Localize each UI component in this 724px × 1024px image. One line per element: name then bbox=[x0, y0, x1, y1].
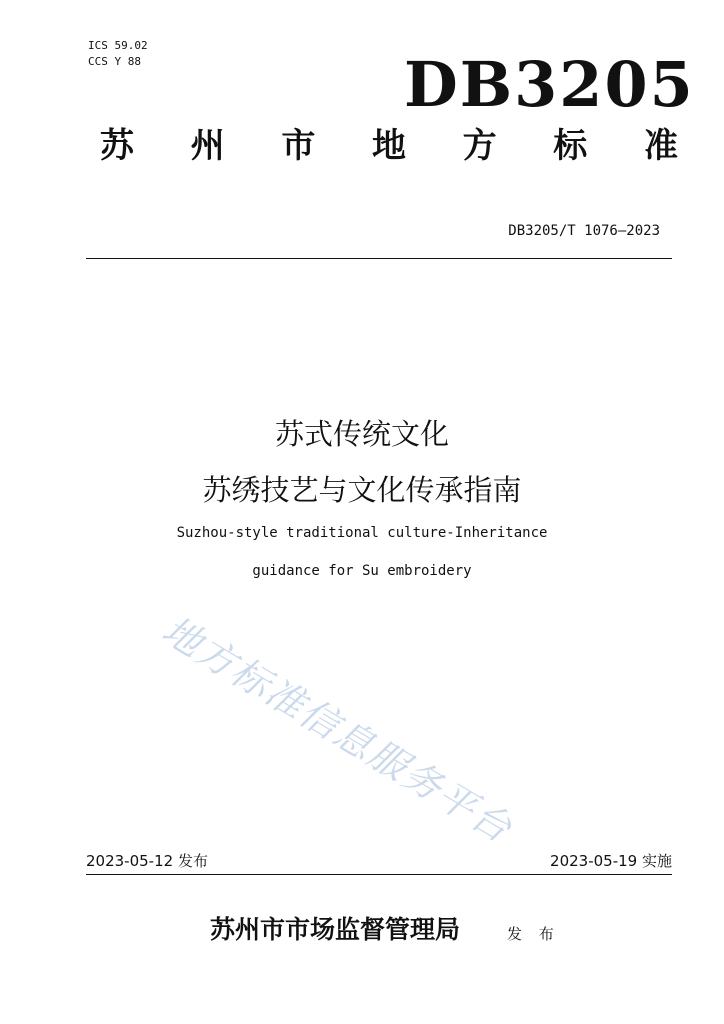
ics-code: ICS 59.02 bbox=[88, 39, 148, 52]
watermark: 地方标准信息服务平台 bbox=[154, 607, 521, 852]
standard-type-heading bbox=[100, 124, 678, 168]
standard-type-char: 地 bbox=[371, 126, 406, 166]
document-number: DB3205/T 1076—2023 bbox=[508, 223, 660, 239]
ccs-code: CCS Y 88 bbox=[88, 55, 141, 68]
english-title-line-1: Suzhou-style traditional culture-Inheritance bbox=[176, 525, 548, 541]
bottom-divider bbox=[86, 874, 672, 875]
issue-label: 发 布 bbox=[507, 925, 560, 943]
publish-date: 2023-05-12 发布 bbox=[86, 852, 208, 870]
title-line-2: 苏绣技艺与文化传承指南 bbox=[202, 473, 522, 507]
standard-type-char: 准 bbox=[643, 126, 678, 166]
standard-type-char: 苏 bbox=[100, 126, 134, 166]
effective-date: 2023-05-19 实施 bbox=[550, 852, 672, 870]
standard-type-char: 市 bbox=[281, 126, 316, 166]
top-divider bbox=[86, 258, 672, 259]
standard-type-char: 州 bbox=[190, 126, 225, 166]
classification-codes bbox=[88, 38, 148, 70]
english-title-line-2: guidance for Su embroidery bbox=[252, 563, 472, 579]
title-line-1: 苏式传统文化 bbox=[274, 417, 449, 451]
standard-code-logo: DB3205 bbox=[404, 48, 695, 121]
standard-type-char: 方 bbox=[462, 126, 497, 166]
issuing-authority: 苏州市市场监督管理局 bbox=[210, 915, 461, 944]
standard-type-char: 标 bbox=[553, 126, 588, 166]
